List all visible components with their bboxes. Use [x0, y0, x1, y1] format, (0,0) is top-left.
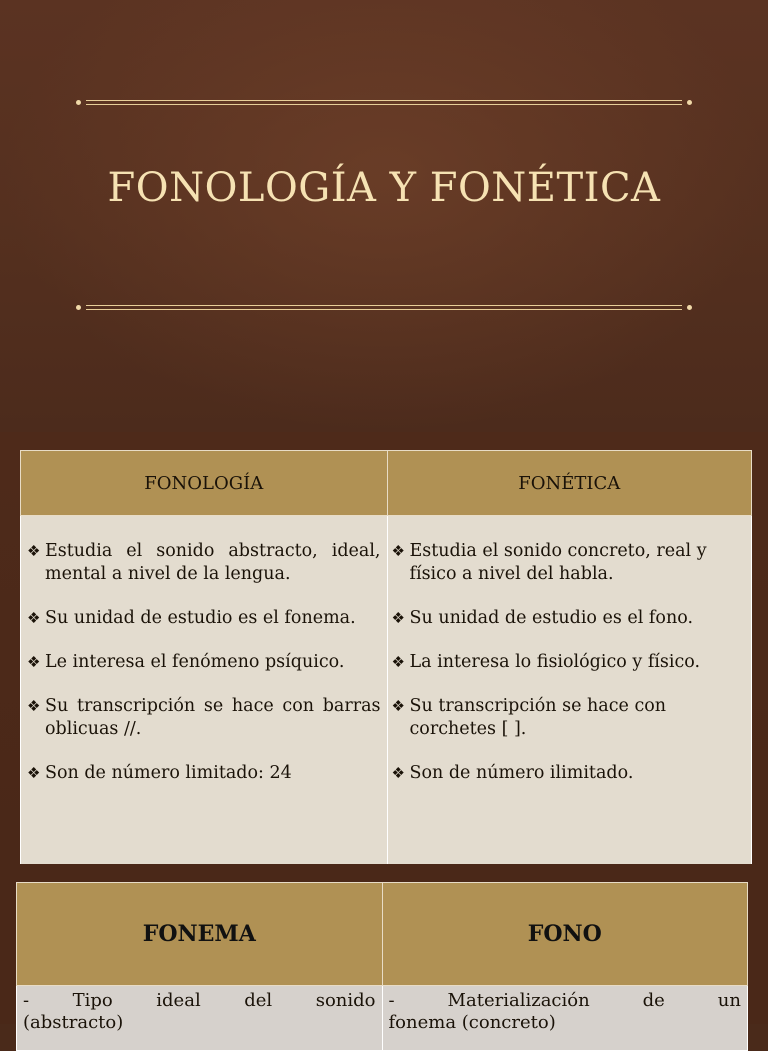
- header-fonema: FONEMA: [17, 883, 383, 986]
- fonema-line-2: (abstracto): [23, 1012, 124, 1033]
- top-decorative-rule: [76, 99, 692, 107]
- diamond-bullet-icon: ❖: [27, 653, 41, 671]
- list-item: ❖ Su transcripción se hace con corchetes [ ].: [391, 696, 667, 739]
- diamond-bullet-icon: ❖: [391, 697, 405, 715]
- diamond-bullet-icon: ❖: [391, 609, 405, 627]
- list-item: ❖ Su transcripción se hace con barras oblicuas //.: [27, 696, 381, 739]
- bottom-decorative-rule: [76, 304, 692, 312]
- diamond-bullet-icon: ❖: [391, 653, 405, 671]
- comparison-table: [20, 450, 752, 881]
- header-fono: FONO: [382, 883, 748, 986]
- fonologia-cell: [21, 516, 388, 881]
- fonema-cell: [17, 986, 383, 1051]
- diamond-bullet-icon: ❖: [391, 542, 405, 560]
- header-fonologia: FONOLOGÍA: [21, 451, 388, 516]
- fono-cell: [382, 986, 748, 1051]
- diamond-bullet-icon: ❖: [27, 609, 41, 627]
- diamond-bullet-icon: ❖: [27, 542, 41, 560]
- list-item: ❖ Su unidad de estudio es el fonema.: [27, 608, 356, 628]
- diamond-bullet-icon: ❖: [391, 764, 405, 782]
- list-item: ❖ La interesa lo fisiológico y físico.: [391, 652, 701, 672]
- fonema-fono-slide: [0, 864, 768, 1033]
- list-item: ❖ Son de número ilimitado.: [391, 763, 634, 783]
- diamond-bullet-icon: ❖: [27, 764, 41, 782]
- slide-title: FONOLOGÍA Y FONÉTICA: [107, 165, 661, 211]
- diamond-bullet-icon: ❖: [27, 697, 41, 715]
- list-item: ❖ Su unidad de estudio es el fono.: [391, 608, 694, 628]
- title-slide: [0, 0, 768, 432]
- list-item: ❖ Estudia el sonido abstracto, ideal, mental a nivel de la lengua.: [27, 541, 381, 584]
- header-fonetica: FONÉTICA: [387, 451, 752, 516]
- list-item: ❖ Le interesa el fenómeno psíquico.: [27, 652, 345, 672]
- fonetica-cell: [387, 516, 752, 881]
- list-item: ❖ Son de número limitado: 24: [27, 763, 292, 783]
- fonema-fono-table: [16, 882, 748, 1051]
- list-item: ❖ Estudia el sonido concreto, real y físico a nivel del habla.: [391, 541, 707, 584]
- fono-line-2: fonema (concreto): [388, 1012, 556, 1033]
- fonema-line-1: - Tipo ideal del sonido: [23, 990, 376, 1011]
- fono-line-1: - Materialización de un: [388, 990, 741, 1011]
- comparison-slide: [0, 432, 768, 864]
